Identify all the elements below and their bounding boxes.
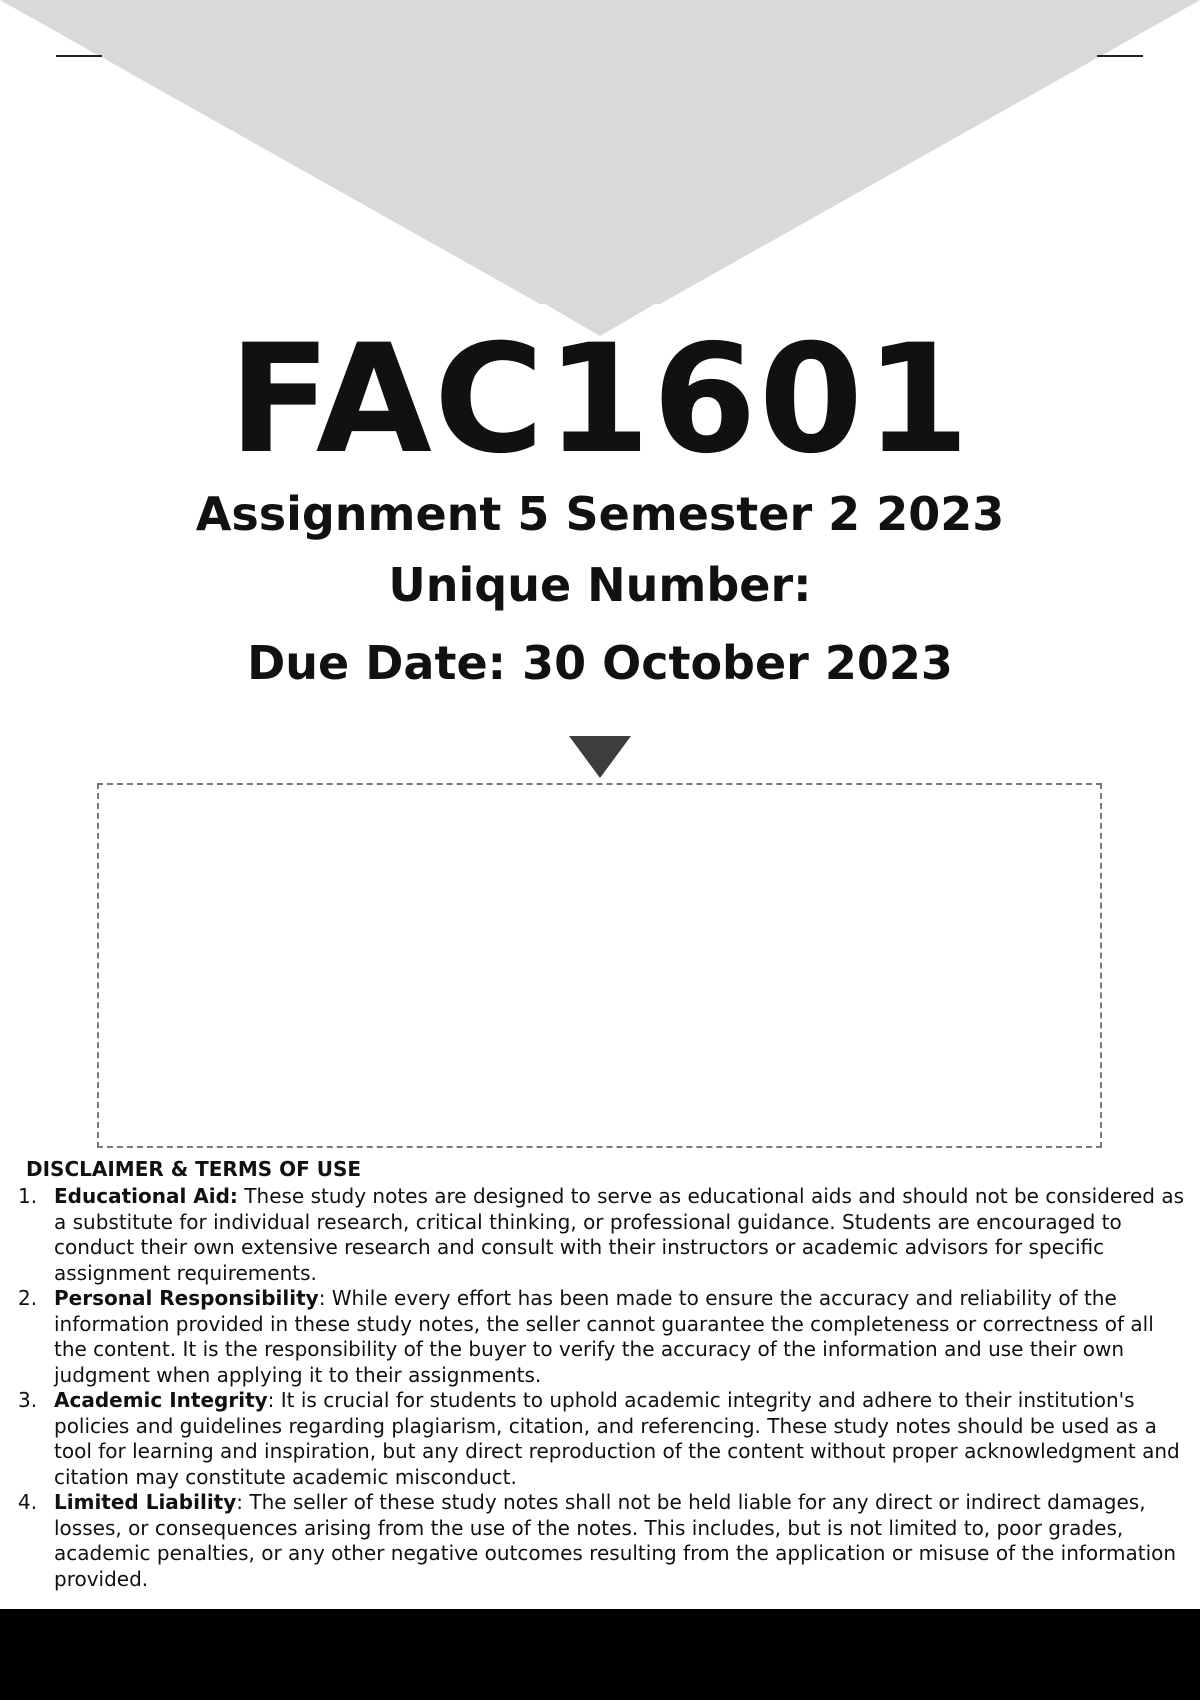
- corner-rule-right: [1097, 55, 1143, 57]
- term-text: : The seller of these study notes shall not be held liable for any direct or indirect damages, losses, or consequences arising from the use of the notes. This includes, but is not limited to, poor grades, academic penalties, or any other negative outcomes resulting from the application or misuse of the information provided.: [54, 1490, 1177, 1591]
- term-number: 4.: [18, 1490, 38, 1514]
- term-heading: Educational Aid:: [54, 1184, 238, 1208]
- term-text: : While every effort has been made to ensure the accuracy and reliability of the information provided in these study notes, the seller cannot guarantee the completeness or correctness of all the content. It is the responsibility of the buyer to verify the accuracy of the information and use their own judgment when applying it to their assignments.: [54, 1286, 1154, 1387]
- term-text: These study notes are designed to serve as educational aids and should not be considered as a substitute for individual research, critical thinking, or professional guidance. Students are encouraged to conduct their own extensive research and consult with their instructors or academic advisors for specific assignment requirements.: [54, 1184, 1185, 1285]
- term-number: 2.: [18, 1286, 38, 1310]
- assignment-line: Assignment 5 Semester 2 2023: [195, 487, 1005, 541]
- term-number: 3.: [18, 1388, 38, 1412]
- blank-placeholder-box: [97, 783, 1102, 1148]
- header-chevron-shape: [0, 0, 1200, 340]
- footer-black-bar: [0, 1609, 1200, 1700]
- term-text: : It is crucial for students to uphold academic integrity and adhere to their institution's policies and guidelines regarding plagiarism, citation, and referencing. These study notes should be used as a tool for learning and inspiration, but any direct reproduction of the content without proper acknowledgment and citation may constitute academic misconduct.: [54, 1388, 1180, 1489]
- term-item-educational-aid: [18, 1184, 1188, 1286]
- corner-rule-left: [56, 55, 102, 57]
- due-date-line: Due Date: 30 October 2023: [247, 636, 953, 690]
- term-heading: Academic Integrity: [54, 1388, 268, 1412]
- unique-number-line: Unique Number:: [388, 558, 812, 612]
- term-heading: Limited Liability: [54, 1490, 237, 1514]
- disclaimer-title: DISCLAIMER & TERMS OF USE: [26, 1157, 362, 1181]
- course-code-title: FAC1601: [228, 313, 972, 487]
- term-item-academic-integrity: [18, 1388, 1188, 1490]
- term-item-limited-liability: [18, 1490, 1188, 1592]
- term-heading: Personal Responsibility: [54, 1286, 319, 1310]
- term-number: 1.: [18, 1184, 38, 1208]
- terms-list: [18, 1184, 1188, 1592]
- down-triangle-icon: [569, 736, 631, 778]
- term-item-personal-responsibility: [18, 1286, 1188, 1388]
- chevron-upper: [0, 0, 1200, 304]
